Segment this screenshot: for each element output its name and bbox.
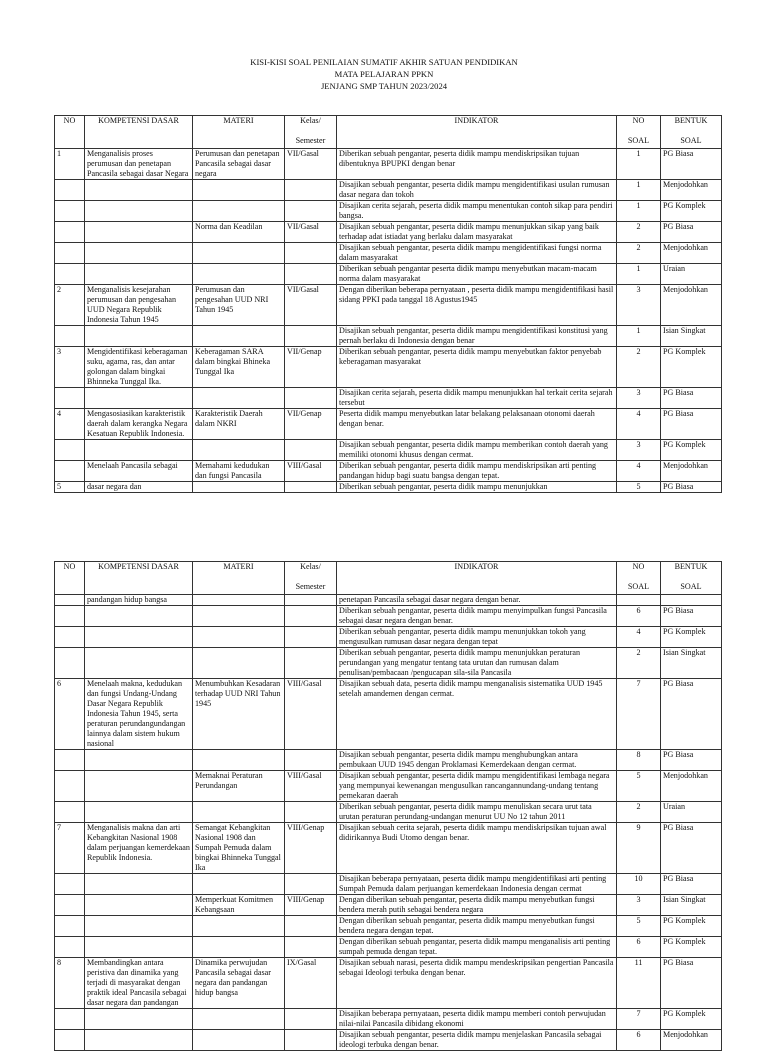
cell-kompetensi-dasar [85,243,193,264]
cell-kelas-semester [285,1030,337,1051]
table-row [55,285,722,326]
cell-bentuk-soal: Menjodohkan [661,285,722,326]
cell-kelas-semester: VII/Gasal [285,149,337,180]
cell-kompetensi-dasar [85,388,193,409]
cell-indikator: Disajikan sebuah pengantar, peserta didik mampu mengidentifikasi lembaga negara yang mempunyai kewenangan mengusulkan rancangannundang-undang tentang pemekaran daerah [337,771,617,802]
cell-no [55,648,85,679]
cell-indikator: Diberikan sebuah pengantar, peserta didik mampu menyimpulkan fungsi Pancasila sebagai dasar negara dengan benar. [337,606,617,627]
cell-bentuk-soal: Uraian [661,264,722,285]
cell-materi [193,440,285,461]
header-materi: MATERI [193,116,285,149]
cell-no [55,595,85,606]
cell-materi [193,648,285,679]
cell-kompetensi-dasar: dasar negara dan [85,482,193,493]
cell-kompetensi-dasar: Menganalisis makna dan arti Kebangkitan Nasional 1908 dalam perjuangan kemerdekaan Republik Indonesia. [85,823,193,874]
cell-kelas-semester [285,388,337,409]
cell-no [55,201,85,222]
table-row [55,648,722,679]
cell-bentuk-soal: Menjodohkan [661,771,722,802]
header-kompetensi-dasar: KOMPETENSI DASAR [85,562,193,595]
cell-kelas-semester: VIII/Gasal [285,679,337,750]
cell-no-soal: 8 [617,750,661,771]
cell-indikator: Disajikan sebuah pengantar, peserta didik mampu menghubungkan antara pembukaan UUD 1945 dengan Proklamasi Kemerdekaan dengan cermat. [337,750,617,771]
cell-no-soal [617,595,661,606]
header-bentuk-soal-2: SOAL [680,582,702,591]
cell-no [55,937,85,958]
cell-bentuk-soal: PG Biasa [661,958,722,1009]
cell-kelas-semester [285,874,337,895]
cell-no-soal: 7 [617,679,661,750]
cell-no [55,1009,85,1030]
cell-no-soal: 6 [617,606,661,627]
header-no-soal [617,562,661,595]
cell-no: 3 [55,347,85,388]
cell-no-soal: 9 [617,823,661,874]
table-row [55,823,722,874]
cell-bentuk-soal: Menjodohkan [661,461,722,482]
cell-indikator: Disajikan cerita sejarah, peserta didik mampu menunjukkan hal terkait cerita sejarah tersebut [337,388,617,409]
cell-indikator: Diberikan sebuah pengantar, peserta didik mampu menunjukkan peraturan perundangan yang mengatur tentang tata urutan dan rumusan dalam penulisan/pembacaan /pengucapan sila-sila Pancasila [337,648,617,679]
cell-bentuk-soal: PG Biasa [661,149,722,180]
cell-kelas-semester [285,916,337,937]
header-semester: Semester [295,582,326,591]
table-row [55,916,722,937]
cell-kompetensi-dasar: Menelaah makna, kedudukan dan fungsi Undang-Undang Dasar Negara Republik Indonesia Tahun 1945, serta peraturan perundangundangan lainnya dalam sistem hukum nasional [85,679,193,750]
cell-materi [193,1030,285,1051]
cell-bentuk-soal: PG Biasa [661,388,722,409]
cell-kelas-semester [285,648,337,679]
cell-kelas-semester [285,627,337,648]
header-bentuk-soal [661,562,722,595]
header-kelas: Kelas/ [300,116,321,125]
cell-materi [193,180,285,201]
cell-materi [193,243,285,264]
cell-indikator: Dengan diberikan sebuah pengantar, peserta didik mampu menyebutkan fungsi bendera negara dengan tepat. [337,916,617,937]
cell-materi [193,874,285,895]
cell-indikator: Diberikan sebuah pengantar peserta didik mampu menyebutkan macam-macam norma dalam masyarakat [337,264,617,285]
cell-kompetensi-dasar [85,326,193,347]
cell-kelas-semester [285,937,337,958]
cell-bentuk-soal: PG Komplek [661,1009,722,1030]
cell-indikator: Diberikan sebuah pengantar, peserta didik mampu menunjukkan [337,482,617,493]
cell-kompetensi-dasar [85,627,193,648]
header-bentuk-soal-1: BENTUK [674,116,708,125]
cell-bentuk-soal: PG Komplek [661,916,722,937]
table-row [55,679,722,750]
header-bentuk-soal [661,116,722,149]
cell-kelas-semester [285,595,337,606]
cell-bentuk-soal: PG Komplek [661,347,722,388]
cell-materi [193,750,285,771]
header-no-soal-1: NO [632,562,645,571]
cell-no [55,627,85,648]
table-row [55,326,722,347]
cell-no-soal: 2 [617,648,661,679]
cell-no-soal: 1 [617,326,661,347]
cell-no [55,243,85,264]
cell-kompetensi-dasar: Mengasosiasikan karakteristik daerah dalam kerangka Negara Kesatuan Republik Indonesia. [85,409,193,440]
header-kelas: Kelas/ [300,562,321,571]
title-line-1: KISI-KISI SOAL PENILAIAN SUMATIF AKHIR SATUAN PENDIDIKAN [250,57,518,67]
cell-bentuk-soal: PG Biasa [661,482,722,493]
cell-materi [193,482,285,493]
cell-kompetensi-dasar [85,440,193,461]
cell-kompetensi-dasar [85,180,193,201]
cell-indikator: Disajikan beberapa pernyataan, peserta didik mampu mengidentifikasi arti penting Sumpah Pemuda dalam perjuangan kemerdekaan Indonesia dengan cermat [337,874,617,895]
cell-kompetensi-dasar: Membandingkan antara peristiva dan dinamika yang terjadi di masyarakat dengan praktik ideal Pancasila sebagai dasar negara dan pandangan [85,958,193,1009]
cell-no-soal: 3 [617,440,661,461]
cell-materi [193,264,285,285]
cell-indikator: Dengan diberikan beberapa pernyataan , peserta didik mampu mengidentifikasi hasil sidang PPKI pada tanggal 18 Agustus1945 [337,285,617,326]
cell-no [55,895,85,916]
table-row [55,409,722,440]
cell-no: 1 [55,149,85,180]
table-row [55,895,722,916]
cell-indikator: Diberikan sebuah pengantar, peserta didik mampu menunjukkan tokoh yang mengusulkan rumusan dasar negara dengan tepat [337,627,617,648]
cell-bentuk-soal: Menjodohkan [661,1030,722,1051]
header-indikator: INDIKATOR [337,116,617,149]
header-no: NO [55,116,85,149]
cell-bentuk-soal: PG Biasa [661,409,722,440]
cell-materi: Memperkuat Komitmen Kebangsaan [193,895,285,916]
cell-bentuk-soal: PG Komplek [661,627,722,648]
cell-kelas-semester: VII/Genap [285,409,337,440]
title-line-2: MATA PELAJARAN PPKN [334,69,434,79]
cell-materi [193,606,285,627]
cell-kompetensi-dasar [85,222,193,243]
header-semester: Semester [295,136,326,145]
cell-bentuk-soal: Isian Singkat [661,326,722,347]
cell-no-soal: 1 [617,180,661,201]
cell-no-soal: 2 [617,222,661,243]
cell-kelas-semester [285,264,337,285]
table-row [55,180,722,201]
cell-kelas-semester [285,180,337,201]
cell-materi: Karakteristik Daerah dalam NKRI [193,409,285,440]
cell-kompetensi-dasar [85,895,193,916]
cell-materi: Perumusan dan pengesahan UUD NRI Tahun 1945 [193,285,285,326]
cell-no-soal: 11 [617,958,661,1009]
cell-no-soal: 3 [617,388,661,409]
cell-bentuk-soal: PG Biasa [661,606,722,627]
cell-no-soal: 5 [617,771,661,802]
table-row [55,595,722,606]
table-row [55,461,722,482]
cell-no [55,222,85,243]
cell-no: 2 [55,285,85,326]
cell-no-soal: 6 [617,937,661,958]
table-row [55,937,722,958]
cell-indikator: Peserta didik mampu menyebutkan latar belakang pelaksanaan otonomi daerah dengan benar. [337,409,617,440]
kisi-kisi-table-part-2 [54,561,722,1051]
cell-materi: Menumbuhkan Kesadaran terhadap UUD NRI Tahun 1945 [193,679,285,750]
cell-no-soal: 2 [617,243,661,264]
cell-kelas-semester [285,482,337,493]
cell-materi [193,388,285,409]
cell-indikator: Diberikan sebuah pengantar, peserta didik mampu mendiskripsikan tujuan dibentuknya BPUPKI dengan benar [337,149,617,180]
cell-materi: Semangat Kebangkitan Nasional 1908 dan Sumpah Pemuda dalam bingkai Bhinneka Tunggal Ika [193,823,285,874]
cell-bentuk-soal: Isian Singkat [661,648,722,679]
cell-no-soal: 2 [617,347,661,388]
cell-kompetensi-dasar [85,201,193,222]
cell-no-soal: 5 [617,916,661,937]
table-row [55,264,722,285]
cell-no-soal: 1 [617,201,661,222]
cell-no-soal: 2 [617,802,661,823]
cell-indikator: Disajikan sebuah cerita sejarah, peserta didik mampu mendiskripsikan tujuan awal didirikannya Budi Utomo dengan benar. [337,823,617,874]
cell-kelas-semester: VIII/Gasal [285,461,337,482]
table-row [55,222,722,243]
cell-no [55,771,85,802]
cell-no-soal: 7 [617,1009,661,1030]
cell-kompetensi-dasar [85,606,193,627]
cell-kelas-semester [285,440,337,461]
cell-materi [193,201,285,222]
cell-kelas-semester [285,802,337,823]
cell-kelas-semester: VII/Genap [285,347,337,388]
cell-kompetensi-dasar [85,916,193,937]
cell-no-soal: 1 [617,264,661,285]
table-row [55,958,722,1009]
cell-no: 7 [55,823,85,874]
cell-kelas-semester [285,606,337,627]
header-no-soal-1: NO [632,116,645,125]
cell-no: 6 [55,679,85,750]
table-row [55,606,722,627]
cell-materi: Memahami kedudukan dan fungsi Pancasila [193,461,285,482]
cell-materi [193,802,285,823]
cell-no-soal: 5 [617,482,661,493]
cell-indikator: Disajikan beberapa pernyataan, peserta didik mampu memberi contoh perwujudan nilai-nilai Pancasila dibidang ekonomi [337,1009,617,1030]
table-row [55,347,722,388]
cell-no-soal: 4 [617,627,661,648]
cell-kelas-semester: VIII/Genap [285,895,337,916]
table-row [55,1009,722,1030]
cell-no: 5 [55,482,85,493]
cell-kompetensi-dasar: Menelaah Pancasila sebagai [85,461,193,482]
table-row [55,440,722,461]
cell-kompetensi-dasar [85,802,193,823]
cell-no: 8 [55,958,85,1009]
cell-indikator: Diberikan sebuah pengantar, peserta didik mampu menyebutkan faktor penyebab keberagaman masyarakat [337,347,617,388]
title-line-3: JENJANG SMP TAHUN 2023/2024 [320,81,448,91]
cell-kompetensi-dasar [85,937,193,958]
header-kelas-semester [285,116,337,149]
table-row [55,482,722,493]
cell-indikator: Disajikan sebuah pengantar, peserta didik mampu mengidentifikasi usulan rumusan dasar negara dan tokoh [337,180,617,201]
cell-indikator: Disajikan sebuah pengantar, peserta didik mampu menjelaskan Pancasila sebagai ideologi terbuka dengan benar. [337,1030,617,1051]
cell-bentuk-soal: Menjodohkan [661,180,722,201]
cell-kompetensi-dasar: Menganalisis kesejarahan perumusan dan pengesahan UUD Negara Republik Indonesia Tahun 1945 [85,285,193,326]
cell-bentuk-soal: Menjodohkan [661,243,722,264]
cell-bentuk-soal: PG Biasa [661,750,722,771]
table-row [55,874,722,895]
header-kompetensi-dasar: KOMPETENSI DASAR [85,116,193,149]
cell-no [55,874,85,895]
header-bentuk-soal-1: BENTUK [674,562,708,571]
cell-no-soal: 4 [617,409,661,440]
cell-kelas-semester: IX/Gasal [285,958,337,1009]
cell-bentuk-soal: PG Biasa [661,874,722,895]
cell-kompetensi-dasar [85,874,193,895]
cell-no-soal: 3 [617,895,661,916]
cell-kompetensi-dasar [85,771,193,802]
table-header-row [55,116,722,149]
cell-no [55,606,85,627]
cell-indikator: Disajikan sebuah pengantar, peserta didik mampu menunjukkan sikap yang baik terhadap adat istiadat yang berlaku dalam masyarakat [337,222,617,243]
table-row [55,627,722,648]
cell-bentuk-soal: PG Biasa [661,679,722,750]
cell-no [55,461,85,482]
cell-no [55,802,85,823]
cell-bentuk-soal: PG Komplek [661,201,722,222]
cell-no-soal: 10 [617,874,661,895]
table-row [55,243,722,264]
cell-bentuk-soal: PG Komplek [661,937,722,958]
table-row [55,149,722,180]
cell-indikator: penetapan Pancasila sebagai dasar negara dengan benar. [337,595,617,606]
cell-kompetensi-dasar [85,648,193,679]
header-no-soal [617,116,661,149]
cell-bentuk-soal: PG Komplek [661,440,722,461]
cell-materi [193,916,285,937]
table-row [55,750,722,771]
header-indikator: INDIKATOR [337,562,617,595]
cell-kompetensi-dasar: Menganalisis proses perumusan dan penetapan Pancasila sebagai dasar Negara [85,149,193,180]
header-bentuk-soal-2: SOAL [680,136,702,145]
cell-kelas-semester: VIII/Gasal [285,771,337,802]
cell-kompetensi-dasar [85,264,193,285]
cell-materi: Perumusan dan penetapan Pancasila sebagai dasar negara [193,149,285,180]
cell-kelas-semester: VII/Gasal [285,222,337,243]
cell-no [55,916,85,937]
cell-no-soal: 1 [617,149,661,180]
cell-kompetensi-dasar [85,1009,193,1030]
cell-kompetensi-dasar [85,1030,193,1051]
header-materi: MATERI [193,562,285,595]
cell-no-soal: 6 [617,1030,661,1051]
table-row [55,771,722,802]
cell-indikator: Disajikan sebuah pengantar, peserta didik mampu mengidentifikasi fungsi norma dalam masyarakat [337,243,617,264]
cell-no-soal: 3 [617,285,661,326]
cell-no-soal: 4 [617,461,661,482]
cell-materi [193,937,285,958]
cell-indikator: Diberikan sebuah pengantar, peserta didik mampu menuliskan secara urut tata urutan peraturan perundang-undangan menurut UU No 12 tahun 2011 [337,802,617,823]
cell-no [55,1030,85,1051]
header-no-soal-2: SOAL [627,136,650,145]
cell-materi [193,326,285,347]
cell-kompetensi-dasar [85,750,193,771]
header-no: NO [55,562,85,595]
cell-kelas-semester: VIII/Genap [285,823,337,874]
cell-materi: Keberagaman SARA dalam bingkai Bhineka Tunggal Ika [193,347,285,388]
cell-kelas-semester [285,201,337,222]
cell-kelas-semester [285,750,337,771]
table-row [55,802,722,823]
cell-bentuk-soal: PG Biasa [661,823,722,874]
cell-indikator: Dengan diberikan sebuah pengantar, peserta didik mampu menganalisis arti penting sumpah pemuda dengan tepat. [337,937,617,958]
cell-kelas-semester [285,1009,337,1030]
cell-kelas-semester [285,326,337,347]
cell-no [55,388,85,409]
table-header-row [55,562,722,595]
cell-materi [193,1009,285,1030]
cell-no [55,264,85,285]
cell-materi [193,627,285,648]
cell-materi: Memaknai Peraturan Perundangan [193,771,285,802]
header-no-soal-2: SOAL [627,582,650,591]
cell-indikator: Disajikan sebuah data, peserta didik mampu menganalisis sistematika UUD 1945 setelah amandemen dengan cermat. [337,679,617,750]
cell-bentuk-soal: Uraian [661,802,722,823]
cell-bentuk-soal [661,595,722,606]
cell-materi: Norma dan Keadilan [193,222,285,243]
cell-kompetensi-dasar: Mengidentifikasi keberagaman suku, agama, ras, dan antar golongan dalam bingkai Bhinneka Tunggal Ika. [85,347,193,388]
cell-bentuk-soal: PG Biasa [661,222,722,243]
cell-kompetensi-dasar: pandangan hidup bangsa [85,595,193,606]
cell-no [55,326,85,347]
cell-indikator: Dengan diberikan sebuah pengantar, peserta didik mampu menyebutkan fungsi bendera merah putih sebagai bendera negara [337,895,617,916]
cell-no [55,750,85,771]
cell-kelas-semester: VII/Gasal [285,285,337,326]
cell-indikator: Disajikan cerita sejarah, peserta didik mampu menentukan contoh sikap para pendiri bangsa. [337,201,617,222]
cell-no [55,180,85,201]
cell-materi [193,595,285,606]
cell-materi: Dinamika perwujudan Pancasila sebagai dasar negara dan pandangan hidup bangsa [193,958,285,1009]
cell-kelas-semester [285,243,337,264]
cell-no [55,440,85,461]
cell-no: 4 [55,409,85,440]
header-kelas-semester [285,562,337,595]
cell-indikator: Diberikan sebuah pengantar, peserta didik mampu mendiskripsikan arti penting pandangan hidup bagi suatu bangsa dengan tepat. [337,461,617,482]
cell-indikator: Disajikan sebuah narasi, peserta didik mampu mendeskripsikan pengertian Pancasila sebagai Ideologi terbuka dengan benar. [337,958,617,1009]
table-row [55,201,722,222]
table-row [55,1030,722,1051]
kisi-kisi-table-part-1 [54,115,722,493]
cell-bentuk-soal: Isian Singkat [661,895,722,916]
table-row [55,388,722,409]
cell-indikator: Disajikan sebuah pengantar, peserta didik mampu memberikan contoh daerah yang memiliki otonomi khusus dengan cermat. [337,440,617,461]
cell-indikator: Disajikan sebuah pengantar, peserta didik mampu mengidentifikasi konstitusi yang pernah berlaku di Indonesia dengan benar [337,326,617,347]
